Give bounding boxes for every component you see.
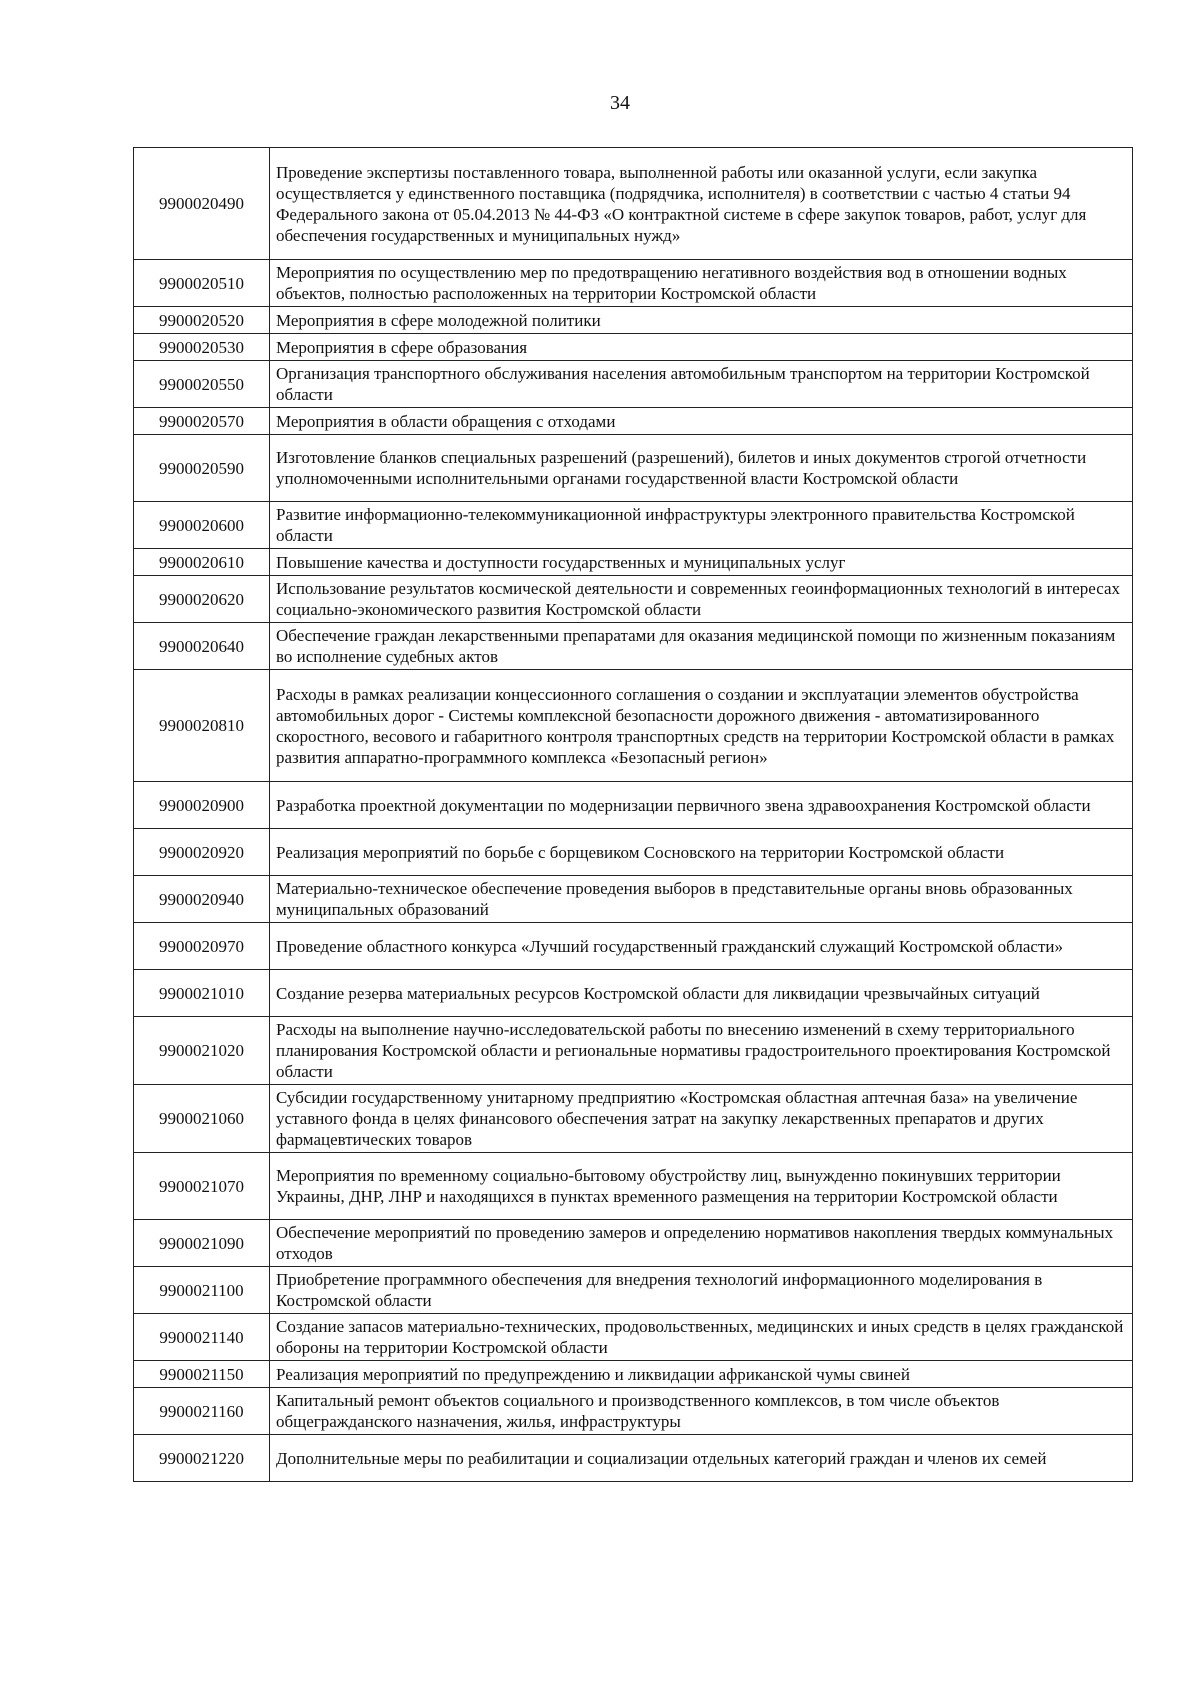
table-row [134,502,1133,549]
table-row [134,1085,1133,1153]
table-row [134,1314,1133,1361]
page-number: 34 [610,92,630,114]
row-code: 9900020490 [134,148,270,260]
table-row [134,876,1133,923]
table-row [134,1361,1133,1388]
row-code: 9900021070 [134,1153,270,1220]
row-code: 9900020530 [134,334,270,361]
row-code: 9900020570 [134,408,270,435]
table-row [134,361,1133,408]
row-description: Создание запасов материально-технических, продовольственных, медицинских и иных средств в целях гражданской обороны на территории Костромской области [270,1314,1133,1361]
row-code: 9900020550 [134,361,270,408]
table-row [134,334,1133,361]
row-description: Материально-техническое обеспечение проведения выборов в представительные органы вновь образованных муниципальных образований [270,876,1133,923]
row-code: 9900021100 [134,1267,270,1314]
row-description: Реализация мероприятий по предупреждению и ликвидации африканской чумы свиней [270,1361,1133,1388]
row-code: 9900021090 [134,1220,270,1267]
row-description: Дополнительные меры по реабилитации и социализации отдельных категорий граждан и членов их семей [270,1435,1133,1482]
table-row [134,1220,1133,1267]
table-row [134,1153,1133,1220]
row-code: 9900020520 [134,307,270,334]
table-row [134,970,1133,1017]
table-row [134,576,1133,623]
row-code: 9900020970 [134,923,270,970]
row-code: 9900020900 [134,782,270,829]
row-description: Использование результатов космической деятельности и современных геоинформационных технологий в интересах социально-экономического развития Костромской области [270,576,1133,623]
row-code: 9900021160 [134,1388,270,1435]
row-code: 9900020590 [134,435,270,502]
row-description: Изготовление бланков специальных разрешений (разрешений), билетов и иных документов строгой отчетности уполномоченными исполнительными органами государственной власти Костромской области [270,435,1133,502]
row-code: 9900020610 [134,549,270,576]
row-code: 9900021020 [134,1017,270,1085]
row-code: 9900020600 [134,502,270,549]
table-row [134,623,1133,670]
row-description: Мероприятия по временному социально-бытовому обустройству лиц, вынужденно покинувших территории Украины, ДНР, ЛНР и находящихся в пунктах временного размещения на территории Костромской области [270,1153,1133,1220]
table-row [134,782,1133,829]
expense-codes-table [133,147,1133,1482]
table-row [134,408,1133,435]
row-description: Создание резерва материальных ресурсов Костромской области для ликвидации чрезвычайных ситуаций [270,970,1133,1017]
row-description: Разработка проектной документации по модернизации первичного звена здравоохранения Костромской области [270,782,1133,829]
row-description: Мероприятия в сфере молодежной политики [270,307,1133,334]
table-row [134,260,1133,307]
row-code: 9900020810 [134,670,270,782]
row-code: 9900021220 [134,1435,270,1482]
row-code: 9900021140 [134,1314,270,1361]
row-code: 9900021060 [134,1085,270,1153]
table-row [134,435,1133,502]
table-body [134,148,1133,1482]
row-description: Проведение экспертизы поставленного товара, выполненной работы или оказанной услуги, если закупка осуществляется у единственного поставщика (подрядчика, исполнителя) в соответствии с частью 4 статьи 94 Федерального закона от 05.04.2013 № 44-ФЗ «О контрактной системе в сфере закупок товаров, работ, услуг для обеспечения государственных и муниципальных нужд» [270,148,1133,260]
table-row [134,829,1133,876]
row-description: Развитие информационно-телекоммуникационной инфраструктуры электронного правительства Костромской области [270,502,1133,549]
row-description: Субсидии государственному унитарному предприятию «Костромская областная аптечная база» на увеличение уставного фонда в целях финансового обеспечения затрат на закупку лекарственных препаратов и других фармацевтических товаров [270,1085,1133,1153]
table-row [134,1267,1133,1314]
row-description: Реализация мероприятий по борьбе с борщевиком Сосновского на территории Костромской области [270,829,1133,876]
table-row [134,307,1133,334]
row-code: 9900021010 [134,970,270,1017]
row-description: Организация транспортного обслуживания населения автомобильным транспортом на территории Костромской области [270,361,1133,408]
table-row [134,1435,1133,1482]
row-description: Мероприятия в области обращения с отходами [270,408,1133,435]
row-code: 9900021150 [134,1361,270,1388]
row-code: 9900020640 [134,623,270,670]
row-description: Приобретение программного обеспечения для внедрения технологий информационного моделирования в Костромской области [270,1267,1133,1314]
table-row [134,923,1133,970]
row-description: Повышение качества и доступности государственных и муниципальных услуг [270,549,1133,576]
table-row [134,549,1133,576]
table-row [134,148,1133,260]
table-row [134,1017,1133,1085]
row-description: Проведение областного конкурса «Лучший государственный гражданский служащий Костромской области» [270,923,1133,970]
row-code: 9900020920 [134,829,270,876]
row-code: 9900020940 [134,876,270,923]
table-row [134,1388,1133,1435]
row-description: Обеспечение граждан лекарственными препаратами для оказания медицинской помощи по жизненным показаниям во исполнение судебных актов [270,623,1133,670]
row-description: Расходы на выполнение научно-исследовательской работы по внесению изменений в схему территориального планирования Костромской области и региональные нормативы градостроительного проектирования Костромской области [270,1017,1133,1085]
row-description: Расходы в рамках реализации концессионного соглашения о создании и эксплуатации элементов обустройства автомобильных дорог - Системы комплексной безопасности дорожного движения - автоматизированного скоростного, весового и габаритного контроля транспортных средств на территории Костромской области в рамках развития аппаратно-программного комплекса «Безопасный регион» [270,670,1133,782]
row-description: Мероприятия в сфере образования [270,334,1133,361]
table-row [134,670,1133,782]
row-description: Обеспечение мероприятий по проведению замеров и определению нормативов накопления твердых коммунальных отходов [270,1220,1133,1267]
row-code: 9900020620 [134,576,270,623]
row-code: 9900020510 [134,260,270,307]
row-description: Капитальный ремонт объектов социального и производственного комплексов, в том числе объектов общегражданского назначения, жилья, инфраструктуры [270,1388,1133,1435]
row-description: Мероприятия по осуществлению мер по предотвращению негативного воздействия вод в отношении водных объектов, полностью расположенных на территории Костромской области [270,260,1133,307]
